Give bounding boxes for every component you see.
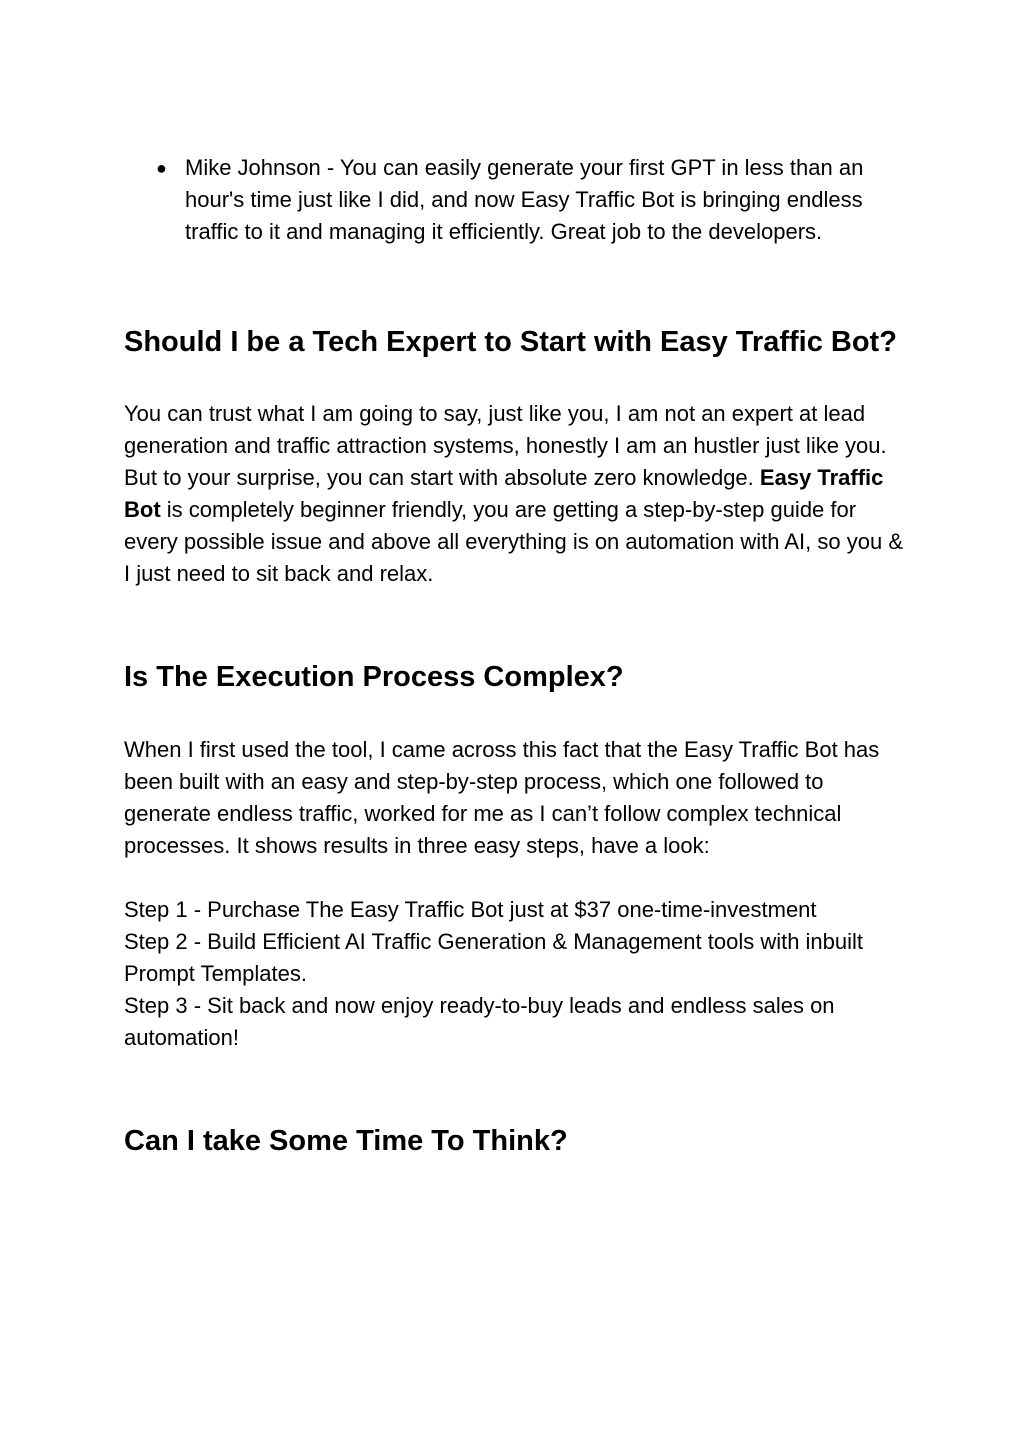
paragraph-tech-text-1: You can trust what I am going to say, just like you, I am not an expert at lead generation and traffic attraction systems, honestly I am an hustler just like you. But to your surprise, you can start with absolute zero knowledge. [124, 401, 887, 490]
heading-execution-process: Is The Execution Process Complex? [124, 661, 624, 693]
testimonial-item [124, 152, 904, 248]
testimonial-text: Mike Johnson - You can easily generate your first GPT in less than an hour's time just like I did, and now Easy Traffic Bot is bringing endless traffic to it and managing it efficiently. Great job to the developers. [185, 155, 864, 244]
bullet-icon: ● [156, 158, 167, 178]
heading-tech-expert: Should I be a Tech Expert to Start with Easy Traffic Bot? [124, 326, 897, 358]
paragraph-tech-text-2: is completely beginner friendly, you are getting a step-by-step guide for every possible issue and above all everything is on automation with AI, so you & I just need to sit back and relax. [124, 497, 904, 586]
steps-block [124, 894, 904, 1054]
step-2: Step 2 - Build Efficient AI Traffic Generation & Management tools with inbuilt Prompt Templates. [124, 929, 864, 986]
paragraph-execution-process: When I first used the tool, I came across this fact that the Easy Traffic Bot has been built with an easy and step-by-step process, which one followed to generate endless traffic, worked for me as I can’t follow complex technical processes. It shows results in three easy steps, have a look: [124, 737, 880, 858]
testimonial-list [124, 152, 904, 248]
document-page [124, 152, 904, 1162]
step-1: Step 1 - Purchase The Easy Traffic Bot just at $37 one-time-investment [124, 897, 817, 922]
step-3: Step 3 - Sit back and now enjoy ready-to-buy leads and endless sales on automation! [124, 993, 835, 1050]
heading-time-to-think: Can I take Some Time To Think? [124, 1125, 568, 1157]
paragraph-tech-expert [124, 398, 904, 590]
paragraph-tech-bold: Easy Traffic Bot [124, 465, 884, 522]
